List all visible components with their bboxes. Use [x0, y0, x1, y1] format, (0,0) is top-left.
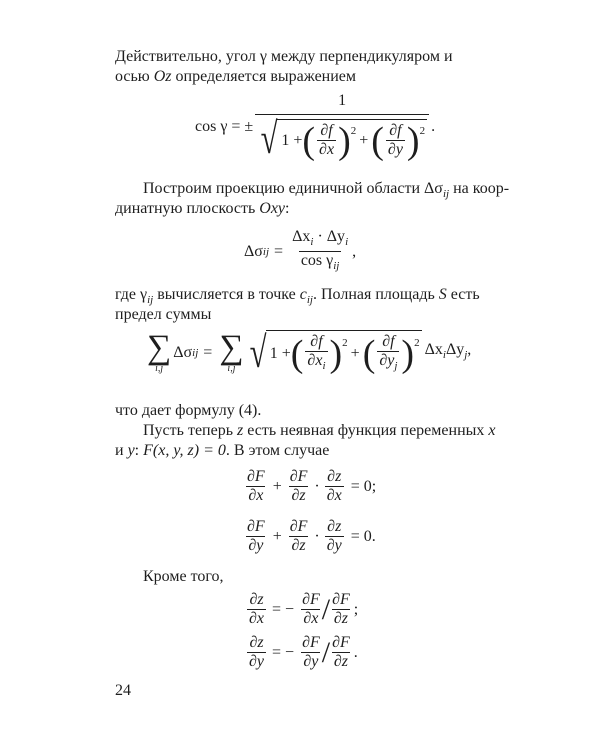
page-number: 24: [115, 682, 131, 699]
equation-dfdy: ∂F ∂y + $\frac{\partial F}{\partial z}$ · $\frac{\partial z}{\partial y}$ = 0.: [247, 518, 376, 554]
para1-line1: Действительно, угол γ между перпендикуляром и: [115, 48, 453, 65]
para3-line2: предел суммы: [115, 306, 212, 323]
equation-dzdx: $\frac{\partial z}{\partial x}$ = − $\frac{\partial F}{\partial x}$ / ∂F ∂z ;: [249, 591, 359, 627]
para2-line1: Построим проекцию единичной области $\Delta\sigma_{ij}$ на коор-: [143, 180, 510, 200]
equation-delta-sigma: Δσ ij = $\Delta x_i \cdot \Delta y_i$ $\cos \gamma_{ij}$ ,: [244, 228, 356, 275]
para5-line1: Пусть теперь z есть неявная функция переменных x: [143, 422, 496, 439]
eq1-fraction: 1 √ 1 + ( ∂f ∂x ) 2 + ( ∂f ∂y ) 2: [255, 92, 429, 161]
equation-sum: ∑ i,j Δσ ij = ∑ i,j √ 1 + ( ∂f $\partial x_i$ ) 2 + ( ∂f $\partial y_j$ ) 2 $\Delta x_i\Delta y_j$,: [147, 327, 472, 377]
para2-line2: динатную плоскость Oxy:: [115, 200, 290, 217]
para4: что дает формулу (4).: [115, 402, 262, 419]
equation-dfdx: ∂F ∂x + $\frac{\partial F}{\partial z}$ · $\frac{\partial z}{\partial x}$ = 0;: [247, 468, 377, 504]
para6: Кроме того,: [143, 568, 224, 585]
equation-cos-gamma: cos γ = ± 1 √ 1 + ( ∂f ∂x ) 2 + ( ∂f ∂y ) 2 .: [195, 92, 436, 163]
para1-line2: осью Oz определяется выражением: [115, 68, 357, 85]
equation-dzdy: $\frac{\partial z}{\partial y}$ = − $\frac{\partial F}{\partial y}$ / ∂F ∂z .: [249, 634, 358, 670]
para3-line1: где $\gamma_{ij}$ вычисляется в точке $c_{ij}$. Полная площадь S есть: [115, 286, 480, 306]
para5-line2: и y: F(x, y, z) = 0. В этом случае: [115, 442, 330, 459]
eq1-lhs: cos γ = ±: [195, 117, 254, 135]
